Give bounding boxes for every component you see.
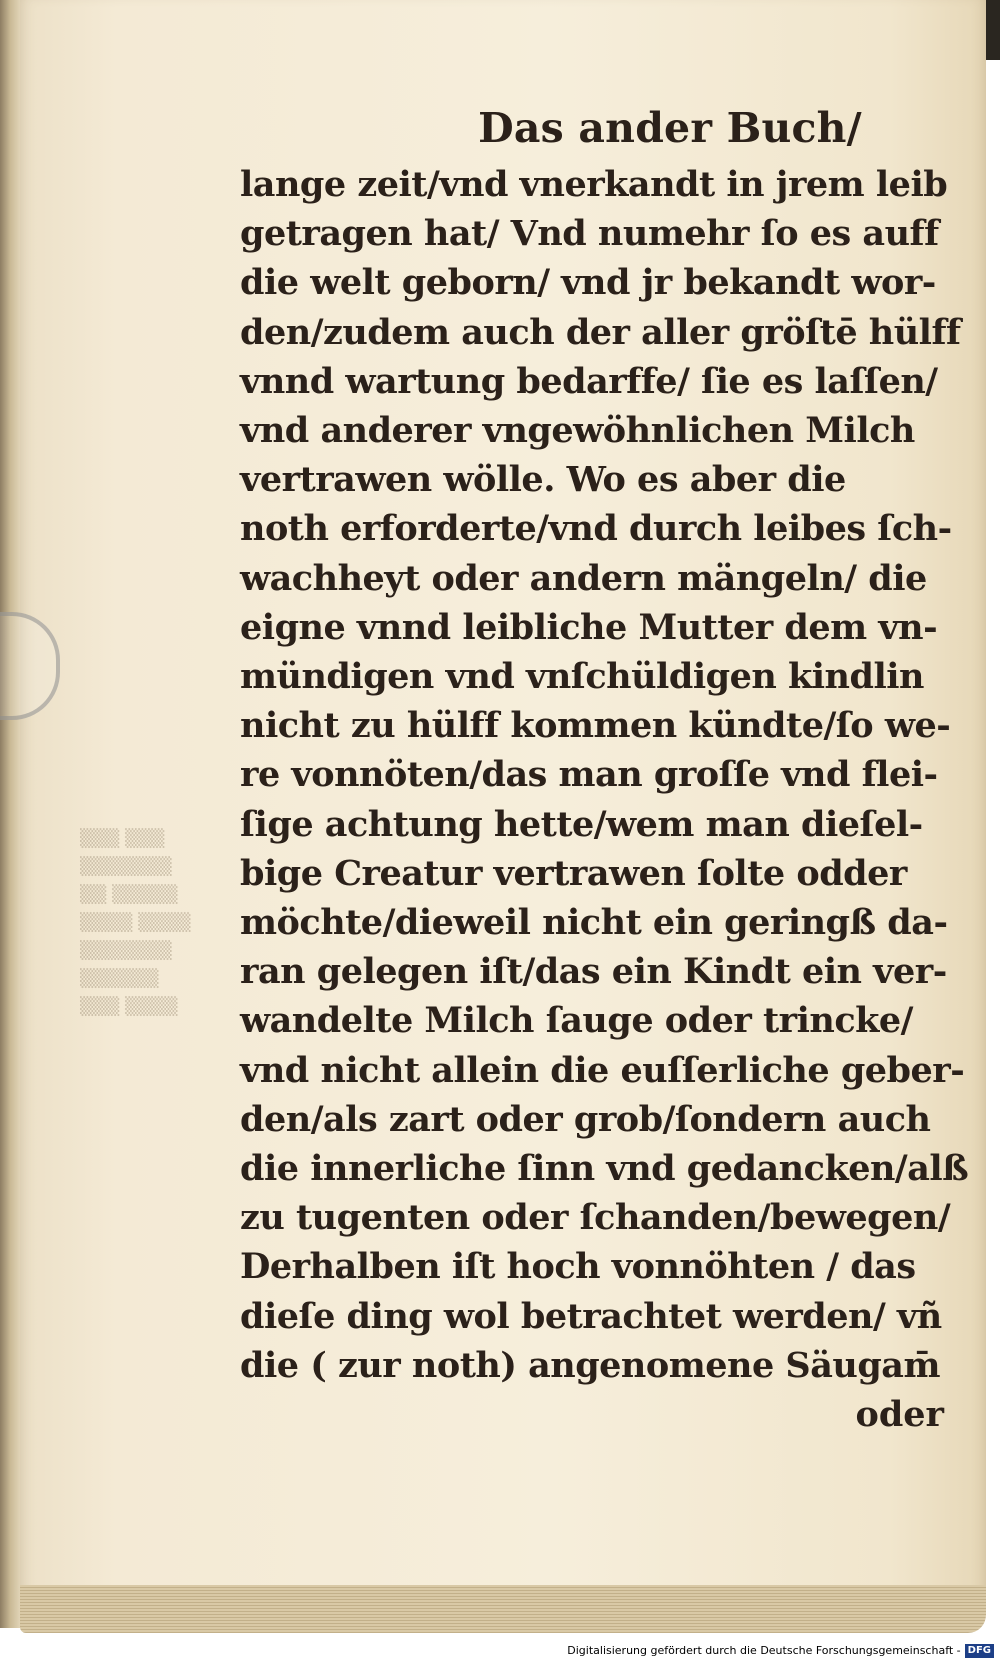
text-line: Derhalben iſt hoch vonnöhten / das (240, 1246, 916, 1288)
text-line: die welt geborn/ vnd jr bekandt wor- (240, 262, 936, 304)
text-line: möchte/dieweil nicht ein geringß da- (240, 902, 948, 944)
text-line: eigne vnnd leibliche Mutter dem vn- (240, 606, 938, 648)
page-text (240, 100, 969, 1440)
text-line: vnnd wartung bedarffe/ ſie es laſſen/ (240, 360, 938, 402)
text-line: zu tugenten oder ſchanden/bewegen/ (240, 1197, 951, 1239)
body-text (240, 160, 969, 1390)
dfg-logo: DFG (965, 1644, 994, 1658)
digitization-credit (0, 1638, 1000, 1663)
page-bottom-edges (20, 1585, 986, 1633)
running-head: Das ander Buch/ (478, 104, 862, 152)
text-line: vnd anderer vngewöhnlichen Milch (240, 410, 915, 452)
text-line: nicht zu hülff kommen kündte/ſo we- (240, 705, 951, 747)
credit-text: Digitalisierung gefördert durch die Deutsche Forschungsgemeinschaft - (567, 1644, 961, 1657)
text-line: getragen hat/ Vnd numehr ſo es auff (240, 213, 939, 255)
text-line: den/zudem auch der aller gröſtē hülff (240, 311, 961, 353)
text-line: ſige achtung hette/wem man dieſel- (240, 803, 923, 845)
text-line: vnd nicht allein die euſſerliche geber- (240, 1049, 965, 1091)
show-through-text: ▒▒▒ ▒▒▒ ▒▒▒▒▒▒▒ ▒▒ ▒▒▒▒▒ ▒▒▒▒ ▒▒▒▒ ▒▒▒▒▒▒▒ ▒▒▒▒▒▒ ▒▒▒ ▒▒▒▒ (80, 829, 191, 1017)
text-line: vertrawen wölle. Wo es aber die (240, 459, 846, 501)
text-line: re vonnöten/das man groſſe vnd flei- (240, 754, 938, 796)
text-line: wachheyt oder andern mängeln/ die (240, 557, 927, 599)
text-line: mündigen vnd vnſchüldigen kindlin (240, 656, 924, 698)
text-line: die innerliche ſinn vnd gedancken/alß (240, 1148, 969, 1190)
catchword: oder (855, 1394, 944, 1436)
text-line: bige Creatur vertrawen ſolte odder (240, 852, 907, 894)
text-line: den/als zart oder grob/ſondern auch (240, 1098, 931, 1140)
text-line: noth erforderte/vnd durch leibes ſch- (240, 508, 952, 550)
text-line: lange zeit/vnd vnerkandt in jrem leib (240, 164, 948, 205)
text-line: dieſe ding wol betrachtet werden/ vñ (240, 1295, 942, 1337)
text-line: ran gelegen iſt/das ein Kindt ein ver- (240, 951, 947, 993)
text-line: die ( zur noth) angenomene Säugam̄ (240, 1344, 941, 1386)
text-line: wandelte Milch ſauge oder trincke/ (240, 1000, 913, 1042)
